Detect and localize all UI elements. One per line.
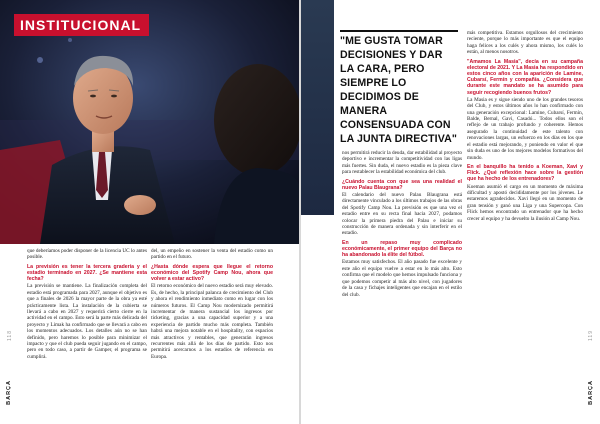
paragraph: El retorno económico del nuevo estadio será muy elevado. Es, de hecho, la principal palanca de crecimiento del Club y ahora el rendimiento inmediato como en lugar con los números futuros. El Camp Nou modernizado permitirá incrementar de manera sustancial los ingresos por ticketing, gracias a una capacidad superior y a una experiencia de partido mucho más completa. También habrá una mejora notable en el hospitality, con espacios más atractivos y rentables, que generarán ingresos recurrentes más allá de los días de partido. Esto nos permitirá acercarnos a los estadios de referencia en Europa. bbox=[151, 283, 273, 360]
photo-bleed-right bbox=[300, 0, 334, 215]
paragraph: Estamos muy satisfechos. El año pasado fue excelente y este año el equipo vuelve a estar en lo más alto. Esto confirma que el modelo que hemos impulsado funciona y que podemos competir al más alto nivel, con jugadores de la casa y fichajes inteligentes que encajan en el estilo del club. bbox=[342, 259, 462, 298]
interview-photo bbox=[0, 0, 300, 244]
left-column-2 bbox=[151, 248, 273, 361]
paragraph: El calendario del nuevo Palau Blaugrana está directamente vinculado a los últimos trabajos de las obras del Spotify Camp Nou. La previsión es que una vez el estadio entre en su recta final hacia 2027, podamos colocar la primera piedra del Palau e iniciar su construcción de manera ordenada y sin interferir en el estadio. bbox=[342, 192, 462, 237]
interview-question: En el banquillo ha tenido a Koeman, Xavi y Flick. ¿Qué reflexión hace sobre la gestión que ha hecho de los entrenadores? bbox=[467, 163, 583, 183]
paragraph: que deberíamos poder disponer de la licencia UC lo antes posible. bbox=[27, 248, 147, 261]
page-number-right: 119 bbox=[588, 330, 594, 341]
right-column-2 bbox=[467, 30, 583, 223]
interview-photo-illustration bbox=[0, 0, 300, 244]
left-column-1 bbox=[27, 248, 147, 361]
paragraph: La previsión se mantiene. La finalización completa del estadio está programada para 2027, aunque el objetivo es que a finales de 2026 la mayor parte de la obra ya esté prácticamente lista. La instalación de la cubierta se llevará a cabo en 2027 y requerirá cierto cierre en la actividad en el campo. Esto será la parte más delicada del proyecto y Limak ha confirmado que se llevará a cabo en los momentos adecuados. Los detalles aún no se han definido, pero haremos lo posible para minimizar el impacto y que el club pueda seguir jugando en el campo, pero en todo caso, a partir de Gamper, el programa se cumplirá. bbox=[27, 283, 147, 360]
paragraph: del, un empeño en sostener la venta del estadio como un partido en el futuro. bbox=[151, 248, 273, 261]
section-tag: INSTITUCIONAL bbox=[14, 14, 149, 36]
pull-quote: "ME GUSTA TOMAR DECISIONES Y DAR LA CARA, PERO SIEMPRE LO DECIDIMOS DE MANERA CONSENSUADA CON LA JUNTA DIRECTIVA" bbox=[340, 35, 457, 145]
folio-brand-right: BARÇA bbox=[588, 380, 594, 405]
folio-brand-left: BARÇA bbox=[6, 380, 12, 405]
interview-question: ¿Cuándo cuenta con que sea una realidad el nuevo Palau Blaugrana? bbox=[342, 178, 462, 191]
page-number-left: 118 bbox=[7, 330, 13, 341]
paragraph: nos permitirá reducir la deuda, dar estabilidad al proyecto deportivo e incrementar la competitividad con las ligas más fuertes. Sin duda, el nuevo estadio es la pieza clave para restablecer la estabilidad económica del club. bbox=[342, 150, 462, 176]
paragraph: La Masia es y sigue siendo uno de los grandes tesoros del Club, y estos últimos años lo han confirmado con una generación excepcional: Lamine, Cubarsí, Fermín, Balde, Bernal, Gavi, Casadó... Todos ellos son el reflejo de un trabajo profundo y coherente. Hemos asegurado la continuidad de este talento con renovaciones largas, un esfuerzo en los días en los que el estadio está mejorando, y poniendo en valor el que sin duda es uno de los mejores modelos formativos del mundo. bbox=[467, 96, 583, 161]
pull-quote-rule bbox=[340, 30, 458, 32]
page-gutter bbox=[299, 0, 301, 424]
paragraph: más competitiva. Estamos orgullosos del crecimiento reciente, porque lo más importante es que el equipo haga felices a los culés y ahora mismo, los culés lo están, al menos nosotros. bbox=[467, 30, 583, 56]
right-column-1 bbox=[342, 150, 462, 299]
paragraph: Koeman asumió el cargo en un momento de máxima dificultad y apostó decididamente por los jóvenes. Le estaremos agradecidos. Xavi llegó en un momento de gran tensión y ganó una Liga y una Supercopa. Con Flick hemos encontrado un entrenador que ha hecho crecer al equipo y ha devuelto la ilusión al Camp Nou. bbox=[467, 183, 583, 222]
interview-question: "Amamos La Masia", decía en su campaña electoral de 2021. Y La Masia ha respondido en estos cinco años con la aparición de Lamine, Cubarsí, Fermín y compañía. ¿Considera que durante este mandato se ha asumido para seguir recogiendo buenos frutos? bbox=[467, 58, 583, 96]
interview-question: En un repaso muy complicado económicamente, el primer equipo del Barça no ha abandonado la élite del fútbol. bbox=[342, 239, 462, 259]
interview-question: ¿Hasta dónde espera que llegue el retorno económico del Spotify Camp Nou, ahora que volver a estar activo? bbox=[151, 263, 273, 283]
interview-question: La previsión es tener la tercera gradería y el estadio terminado en 2027. ¿Se mantiene esta fecha? bbox=[27, 263, 147, 283]
